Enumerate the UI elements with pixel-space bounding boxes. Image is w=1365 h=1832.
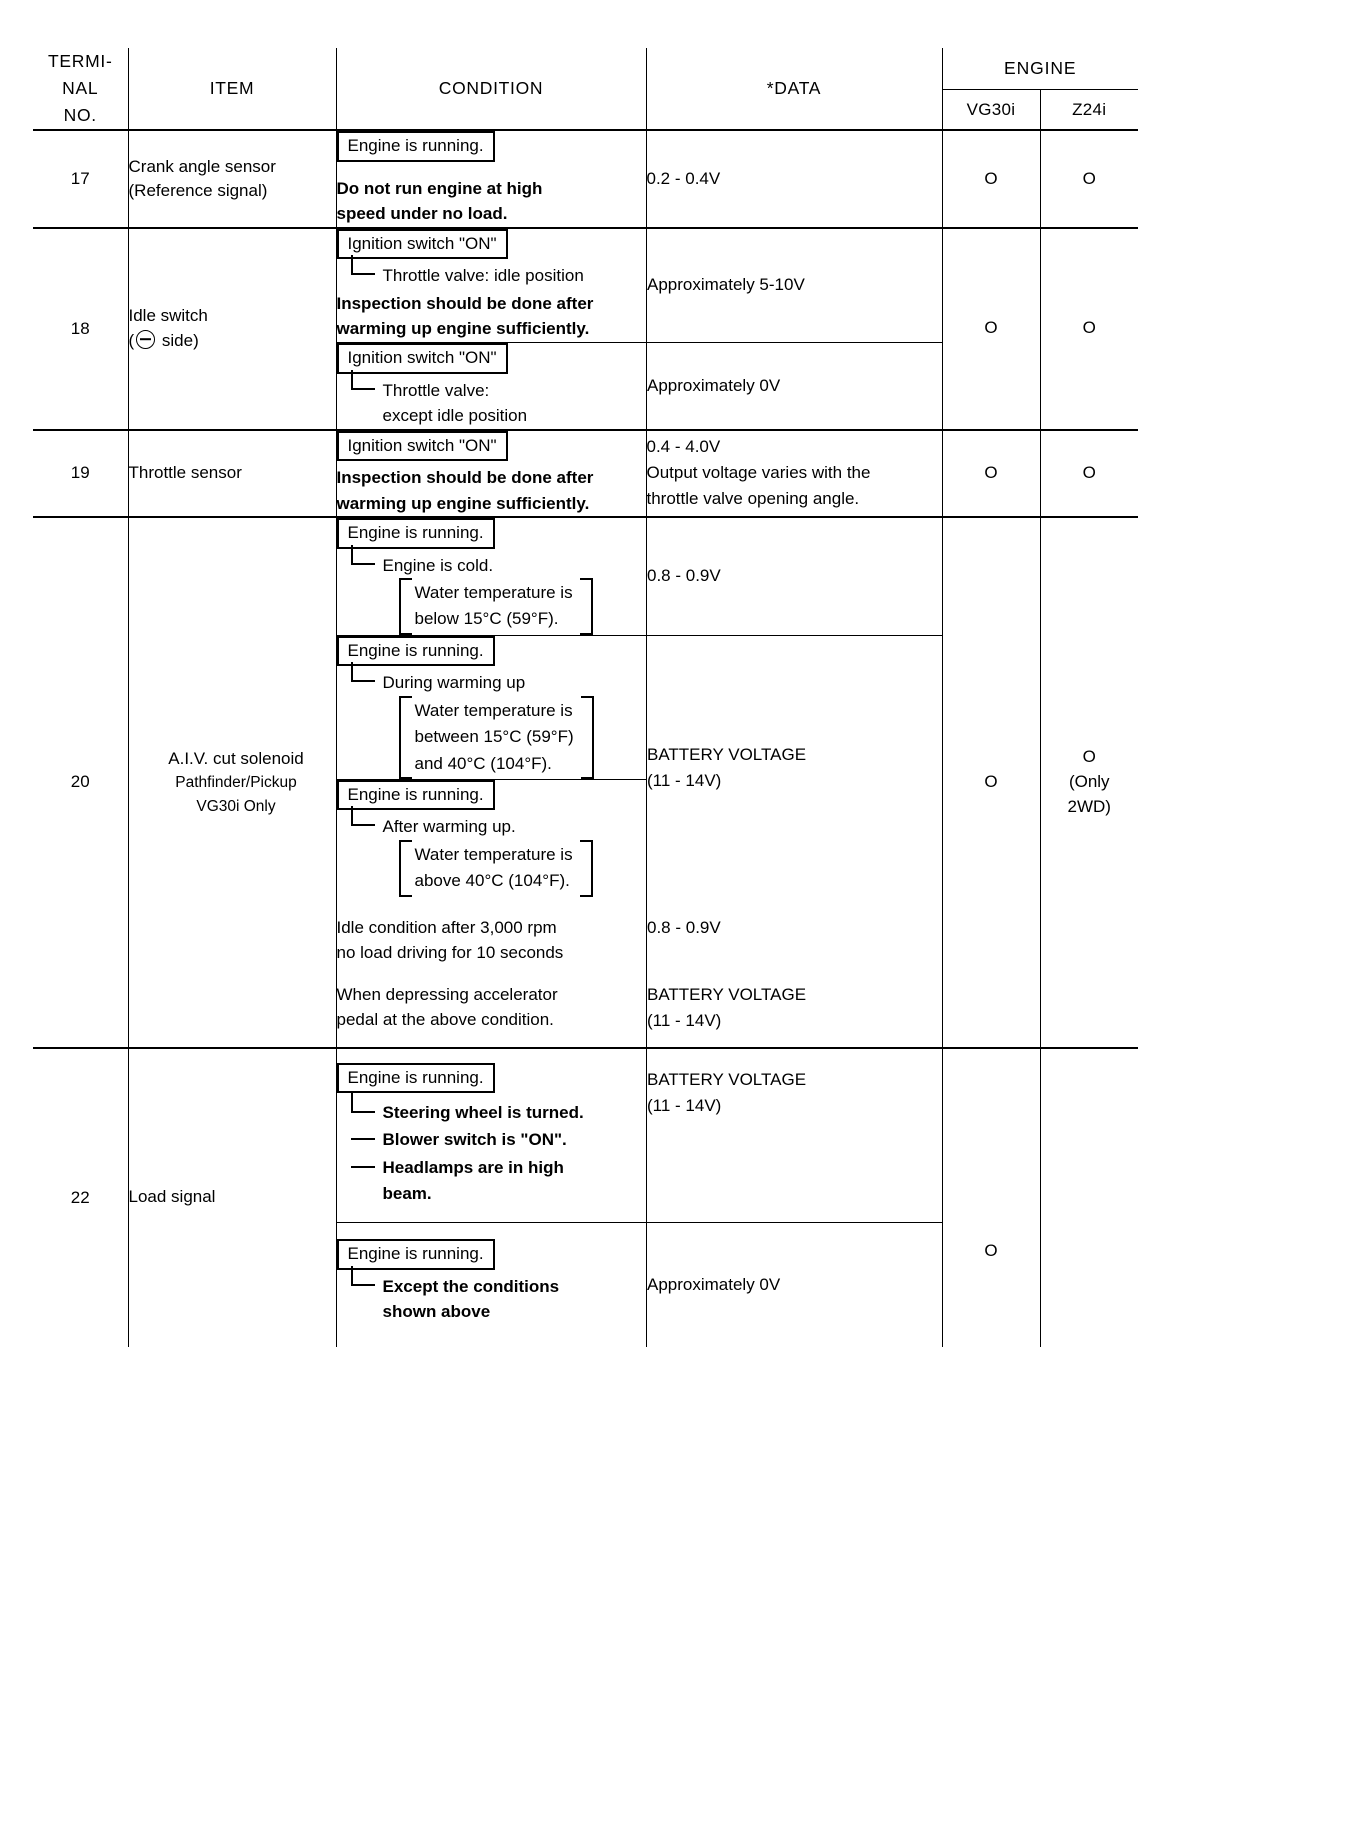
condition-cell — [336, 130, 646, 228]
terminal-no: 17 — [33, 130, 128, 228]
condition-branch-cont: except idle position — [382, 406, 528, 426]
inner-block-table — [337, 1049, 943, 1347]
engine-mark-z24i: O — [1040, 430, 1138, 518]
condition-boxed-label: Engine is running. — [337, 636, 495, 667]
condition-cell — [337, 229, 647, 343]
terminal-no: 22 — [70, 1187, 90, 1207]
condition-note: Inspection should be done after warming up engine sufficiently. — [336, 468, 594, 513]
condition-cell — [336, 430, 646, 518]
condition-cell — [337, 779, 647, 900]
condition-branch: Headlamps are in high — [337, 1154, 647, 1181]
condition-branch: Blower switch is "ON". — [337, 1126, 647, 1153]
condition-cell — [337, 518, 647, 635]
engine-mark-z24i: O — [1040, 228, 1138, 430]
header-data: *DATA — [646, 48, 942, 130]
condition-branch: During warming up — [337, 670, 647, 696]
condition-branch: Throttle valve: idle position — [337, 263, 647, 289]
condition-branch: Engine is cold. — [337, 553, 647, 579]
header-engine-z24i: Z24i — [1040, 89, 1138, 130]
condition-boxed-label: Engine is running. — [337, 1239, 495, 1270]
condition-boxed-label: Engine is running. — [337, 518, 495, 549]
terminal-no: 18 — [33, 228, 128, 430]
condition-bracket-note: Water temperature is above 40°C (104°F). — [399, 840, 593, 897]
engine-mark-z24i: O — [1040, 130, 1138, 228]
item-name: Crank angle sensor (Reference signal) — [128, 130, 336, 228]
condition-branch: Throttle valve: — [337, 378, 647, 404]
table-row — [33, 430, 1138, 518]
condition-cell: When depressing accelerator pedal at the above condition. — [336, 984, 558, 1030]
inner-block-table — [337, 518, 943, 1047]
condition-branch: After warming up. — [337, 814, 647, 840]
condition-data-group — [336, 1048, 942, 1347]
circled-minus-icon — [136, 330, 155, 349]
engine-mark-vg30i: O — [942, 130, 1040, 228]
ecu-terminal-spec-table — [33, 48, 1138, 1347]
condition-boxed-label: Ignition switch "ON" — [337, 343, 508, 374]
condition-data-group — [336, 228, 942, 430]
data-cell: 0.8 - 0.9V — [647, 901, 943, 970]
data-cell: BATTERY VOLTAGE (11 - 14V) — [647, 635, 943, 900]
data-cell: Approximately 5-10V — [647, 229, 943, 343]
data-cell: 0.2 - 0.4V — [646, 130, 942, 228]
condition-branch-group — [337, 1099, 647, 1206]
header-terminal-no: TERMI- NAL NO. — [33, 48, 128, 130]
item-name: Load signal — [128, 1048, 336, 1347]
terminal-no: 20 — [33, 517, 128, 1048]
condition-bracket-note: Water temperature is below 15°C (59°F). — [399, 578, 593, 635]
condition-cell — [337, 1223, 647, 1347]
condition-boxed-label: Engine is running. — [337, 780, 495, 811]
engine-mark-z24i — [1040, 1048, 1138, 1347]
condition-data-group — [336, 517, 942, 1048]
terminal-no: 19 — [33, 430, 128, 518]
condition-boxed-label: Engine is running. — [337, 1063, 495, 1094]
data-cell: 0.8 - 0.9V — [647, 518, 943, 635]
engine-mark-vg30i: O — [942, 430, 1040, 518]
table-row — [33, 1048, 1138, 1347]
data-cell: Approximately 0V — [647, 342, 943, 428]
condition-branch: Steering wheel is turned. — [337, 1099, 647, 1126]
inner-block-table — [337, 229, 943, 429]
condition-cell: Idle condition after 3,000 rpm no load driving for 10 seconds — [336, 917, 564, 963]
condition-branch: Except the conditions — [337, 1274, 647, 1300]
condition-branch-cont: beam. — [382, 1183, 432, 1203]
data-cell: BATTERY VOLTAGE (11 - 14V) — [647, 1049, 943, 1223]
condition-cell — [337, 635, 647, 779]
condition-boxed-label: Ignition switch "ON" — [337, 229, 508, 260]
condition-boxed-label: Ignition switch "ON" — [337, 431, 508, 462]
condition-branch-cont: shown above — [382, 1302, 491, 1322]
condition-note: Do not run engine at high speed under no load. — [336, 178, 543, 224]
engine-mark-vg30i: O — [942, 517, 1040, 1048]
table-row — [33, 228, 1138, 430]
engine-mark-z24i: O (Only 2WD) — [1040, 517, 1138, 1048]
item-name: Throttle sensor — [128, 430, 336, 518]
condition-cell — [337, 1049, 647, 1223]
header-condition: CONDITION — [336, 48, 646, 130]
condition-boxed-label: Engine is running. — [337, 131, 495, 162]
header-item: ITEM — [128, 48, 336, 130]
engine-mark-vg30i: O — [942, 228, 1040, 430]
table-header — [33, 48, 1138, 130]
condition-bracket-note: Water temperature is between 15°C (59°F) and 40°C (104°F). — [399, 696, 594, 779]
item-name: Idle switch ( side) — [128, 228, 336, 430]
header-engine-vg30i: VG30i — [942, 89, 1040, 130]
header-engine: ENGINE — [942, 48, 1138, 89]
table-row — [33, 517, 1138, 1048]
condition-cell — [337, 342, 647, 428]
condition-note: Inspection should be done after warming up engine sufficiently. — [336, 293, 594, 339]
data-cell: Approximately 0V — [647, 1223, 943, 1347]
table-row — [33, 130, 1138, 228]
data-cell: BATTERY VOLTAGE (11 - 14V) — [647, 970, 943, 1047]
item-name: A.I.V. cut solenoid Pathfinder/Pickup VG30i Only — [128, 517, 336, 1048]
engine-mark-vg30i: O — [942, 1048, 1040, 1347]
data-cell: 0.4 - 4.0V Output voltage varies with the throttle valve opening angle. — [646, 430, 942, 518]
